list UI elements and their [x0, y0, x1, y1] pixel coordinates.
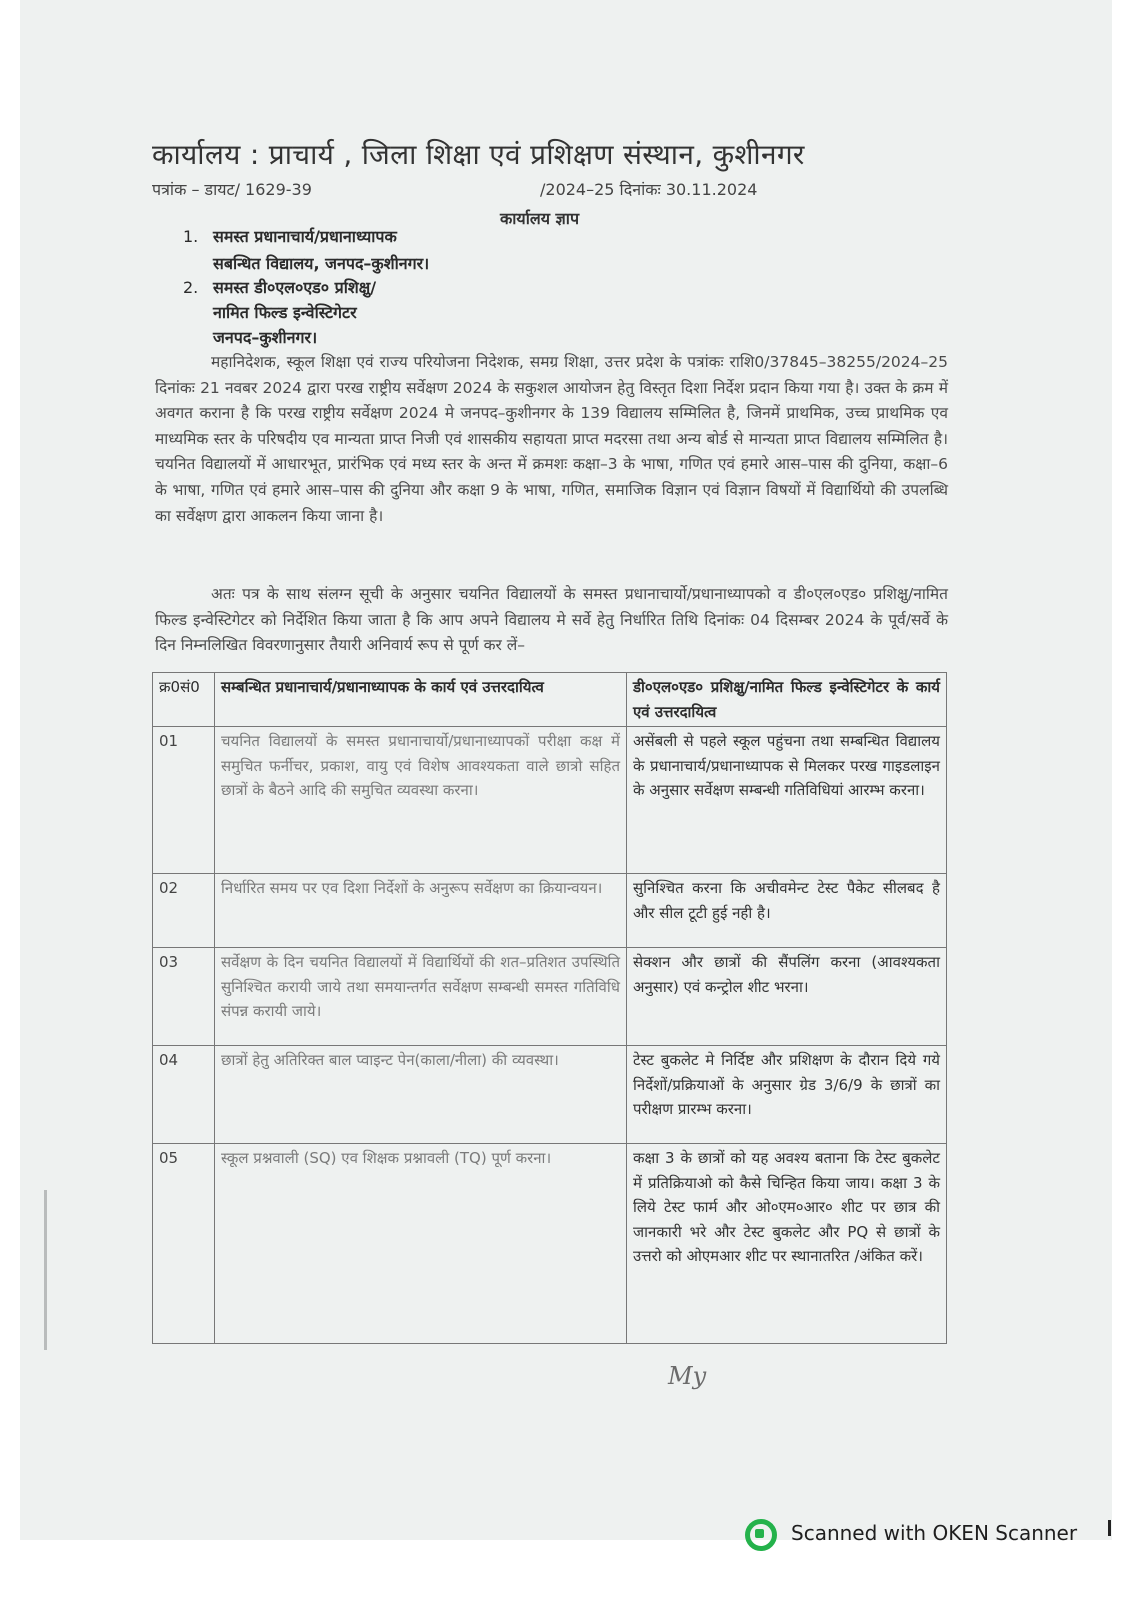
principal-duty-cell: स्कूल प्रश्नवाली (SQ) एव शिक्षक प्रश्नावली (TQ) पूर्ण करना।	[215, 1144, 627, 1344]
body-paragraph-2: अतः पत्र के साथ संलग्न सूची के अनुसार चयनित विद्यालयों के समस्त प्रधानाचार्यो/प्रधानाध्यापको व डी०एल०एड० प्रशिक्षु/नामित फिल्ड इन्वेस्टिगेटर को निर्देशित किया जाता है कि आप अपने विद्यालय मे सर्वे हेतु निर्धारित तिथि दिनांकः 04 दिसम्बर 2024 के पूर्व/सर्वे के दिन निम्नलिखित विवरणानुसार तैयारी अनिवार्य रूप से पूर्ण कर लें–	[155, 585, 948, 655]
header-serial: क्र0सं0	[153, 673, 215, 727]
reference-date: /2024–25 दिनांकः 30.11.2024	[540, 180, 758, 199]
table-row	[153, 874, 947, 948]
reference-number: पत्रांक – डायट/ 1629-39	[152, 180, 312, 199]
addressee-line: जनपद–कुशीनगर।	[213, 328, 318, 347]
office-title: कार्यालय : प्राचार्य , जिला शिक्षा एवं प्रशिक्षण संस्थान, कुशीनगर	[152, 138, 805, 171]
handwritten-signature: My	[668, 1362, 707, 1390]
serial-cell: 01	[153, 727, 215, 874]
serial-cell: 02	[153, 874, 215, 948]
serial-cell: 05	[153, 1144, 215, 1344]
addressee-number: 2.	[183, 278, 199, 297]
table-row	[153, 948, 947, 1046]
office-memo-heading: कार्यालय ज्ञाप	[500, 209, 580, 228]
table-row	[153, 727, 947, 874]
table-row	[153, 1046, 947, 1144]
addressee-line: समस्त प्रधानाचार्य/प्रधानाध्यापक	[213, 227, 397, 246]
investigator-duty-cell: सेक्शन और छात्रों की सैंपलिंग करना (आवश्यकता अनुसार) एवं कन्ट्रोल शीट भरना।	[627, 948, 947, 1046]
serial-cell: 03	[153, 948, 215, 1046]
addressee-1	[183, 225, 397, 247]
watermark-text: Scanned with OKEN Scanner	[791, 1521, 1078, 1545]
table-row	[153, 1144, 947, 1344]
principal-duty-cell: छात्रों हेतु अतिरिक्त बाल प्वाइन्ट पेन(काला/नीला) की व्यवस्था।	[215, 1046, 627, 1144]
body-paragraph-1: महानिदेशक, स्कूल शिक्षा एवं राज्य परियोजना निदेशक, समग्र शिक्षा, उत्तर प्रदेश के पत्रांकः राशि0/37845–38255/2024–25 दिनांकः 21 नवबर 2024 द्वारा परख राष्ट्रीय सर्वेक्षण 2024 के सकुशल आयोजन हेतु विस्तृत दिशा निर्देश प्रदान किया गया है। उक्त के क्रम में अवगत कराना है कि परख राष्ट्रीय सर्वेक्षण 2024 मे जनपद–कुशीनगर के 139 विद्यालय सम्मिलित है, जिनमें प्राथमिक, उच्च प्राथमिक एव माध्यमिक स्तर के परिषदीय एव मान्यता प्राप्त निजी एवं शासकीय सहायता प्राप्त मदरसा तथा अन्य बोर्ड से मान्यता प्राप्त विद्यालय सम्मिलित है। चयनित विद्यालयों में आधारभूत, प्रारंभिक एवं मध्य स्तर के अन्त में क्रमशः कक्षा–3 के भाषा, गणित एवं हमारे आस–पास की दुनिया, कक्षा–6 के भाषा, गणित एवं हमारे आस–पास की दुनिया और कक्षा 9 के भाषा, गणित, समाजिक विज्ञान एवं विज्ञान विषयों में विद्यार्थियो की उपलब्धि का सर्वेक्षण द्वारा आकलन किया जाना है।	[155, 353, 948, 525]
scanner-watermark	[745, 1516, 1077, 1550]
table-header-row	[153, 673, 947, 727]
addressee-line: समस्त डी०एल०एड० प्रशिक्षु/	[213, 278, 377, 297]
duties-table	[152, 672, 947, 1344]
addressee-line: सबन्धित विद्यालय, जनपद–कुशीनगर।	[213, 254, 430, 273]
serial-cell: 04	[153, 1046, 215, 1144]
header-investigator-duties: डी०एल०एड० प्रशिक्षु/नामित फिल्ड इन्वेस्टिगेटर के कार्य एवं उत्तरदायित्व	[627, 673, 947, 727]
scan-corner-mark	[1108, 1520, 1111, 1536]
principal-duty-cell: चयनित विद्यालयों के समस्त प्रधानाचार्यो/प्रधानाध्यापकों परीक्षा कक्ष में समुचित फर्नीचर, प्रकाश, वायु एवं विशेष आवश्यकता वाले छात्रो सहित छात्रों के बैठने आदि की समुचित व्यवस्था करना।	[215, 727, 627, 874]
scan-edge-mark	[44, 1190, 47, 1350]
principal-duty-cell: सर्वेक्षण के दिन चयनित विद्यालयों में विद्यार्थियों की शत–प्रतिशत उपस्थिति सुनिश्चित करायी जाये तथा समयान्तर्गत सर्वेक्षण सम्बन्धी समस्त गतिविधि संपन्न करायी जाये।	[215, 948, 627, 1046]
investigator-duty-cell: कक्षा 3 के छात्रों को यह अवश्य बताना कि टेस्ट बुकलेट में प्रतिक्रियाओ को कैसे चिन्हित किया जाय। कक्षा 3 के लिये टेस्ट फार्म और ओ०एम०आर० शीट पर छात्र की जानकारी भरे और टेस्ट बुकलेट और PQ से छात्रों के उत्तरो को ओएमआर शीट पर स्थानातरित /अंकित करें।	[627, 1144, 947, 1344]
addressee-number: 1.	[183, 227, 199, 246]
investigator-duty-cell: सुनिश्चित करना कि अचीवमेन्ट टेस्ट पैकेट सीलबद है और सील टूटी हुई नही है।	[627, 874, 947, 948]
principal-duty-cell: निर्धारित समय पर एव दिशा निर्देशों के अनुरूप सर्वेक्षण का क्रियान्वयन।	[215, 874, 627, 948]
investigator-duty-cell: टेस्ट बुकलेट मे निर्दिष्ट और प्रशिक्षण के दौरान दिये गये निर्देशों/प्रक्रियाओं के अनुसार ग्रेड 3/6/9 के छात्रों का परीक्षण प्रारम्भ करना।	[627, 1046, 947, 1144]
oken-scanner-logo-icon	[745, 1517, 777, 1549]
header-principal-duties: सम्बन्धित प्रधानाचार्य/प्रधानाध्यापक के कार्य एवं उत्तरदायित्व	[215, 673, 627, 727]
investigator-duty-cell: असेंबली से पहले स्कूल पहुंचना तथा सम्बन्धित विद्यालय के प्रधानाचार्य/प्रधानाध्यापक से मिलकर परख गाइडलाइन के अनुसार सर्वेक्षण सम्बन्धी गतिविधियां आरम्भ करना।	[627, 727, 947, 874]
addressee-line: नामित फिल्ड इन्वेस्टिगेटर	[213, 303, 357, 322]
addressee-2	[183, 276, 376, 298]
